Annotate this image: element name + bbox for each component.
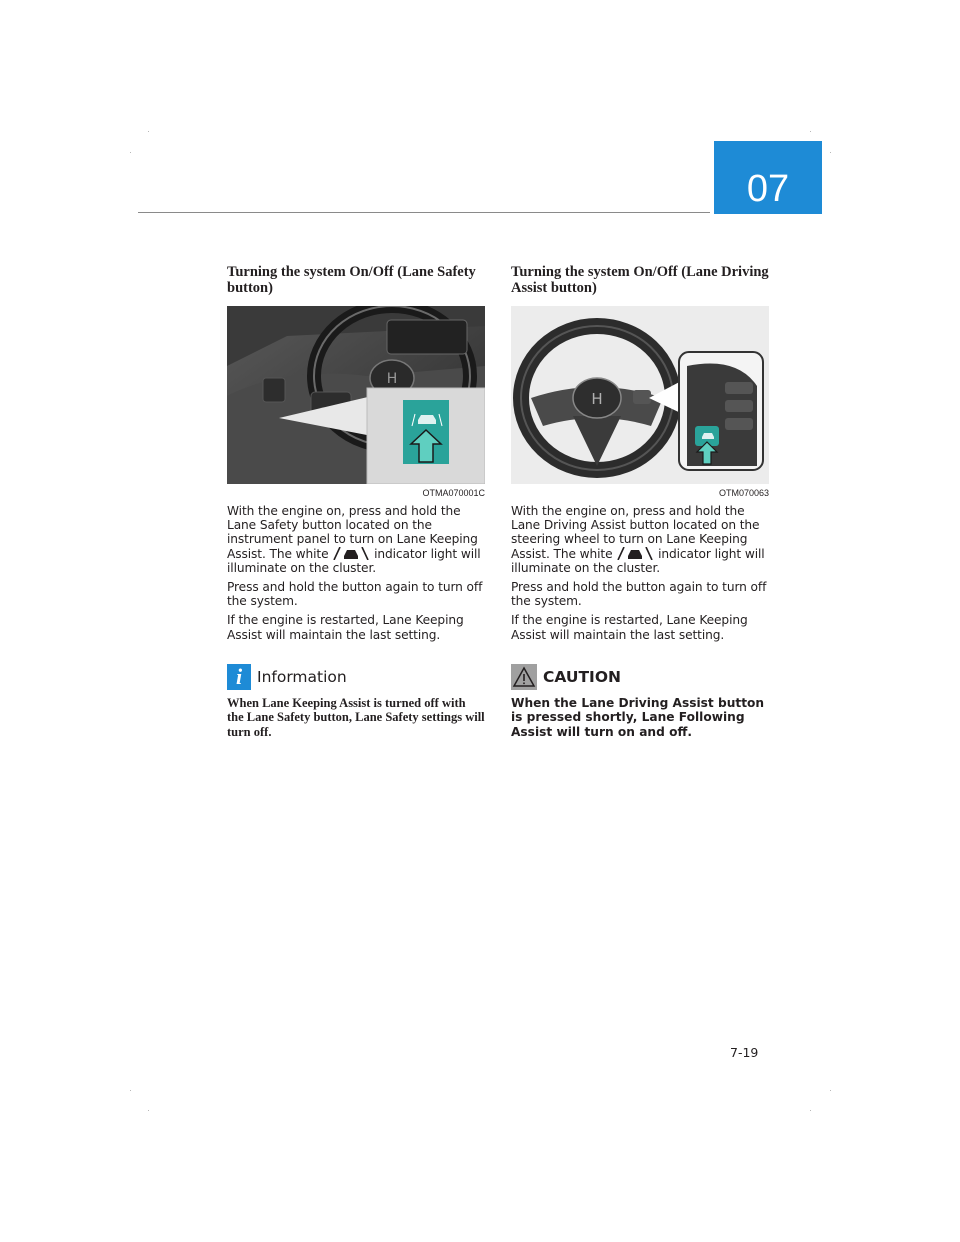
svg-text:H: H — [386, 371, 398, 387]
crop-mark — [810, 1110, 811, 1111]
paragraph: If the engine is restarted, Lane Keeping Assist will maintain the last setting. — [511, 613, 748, 642]
paragraph-text: With the engine on, press and hold the Lane Driving Assist button located on the steering wheel to turn on Lane Keeping Assist. The white — [511, 504, 760, 561]
caution-body: When the Lane Driving Assist button is pressed shortly, Lane Following Assist will turn on and off. — [511, 695, 765, 739]
lane-keeping-indicator-icon — [332, 547, 370, 560]
information-notice-title — [227, 664, 485, 690]
crop-mark — [130, 152, 131, 153]
crop-mark — [830, 152, 831, 153]
paragraph: Press and hold the button again to turn off the system. — [511, 580, 767, 609]
crop-mark — [148, 131, 149, 132]
information-body: When Lane Keeping Assist is turned off with the Lane Safety button, Lane Safety settings will turn off. — [227, 695, 485, 739]
paragraph-text: indicator light will illuminate on the cluster. — [227, 546, 481, 575]
crop-mark — [148, 1110, 149, 1111]
lane-safety-button-illustration — [227, 306, 485, 484]
paragraph-text: With the engine on, press and hold the Lane Safety button located on the instrument panel to turn on Lane Keeping Assist. The white — [227, 504, 478, 561]
paragraph: If the engine is restarted, Lane Keeping Assist will maintain the last setting. — [227, 613, 464, 642]
chapter-tab[interactable]: 07 — [714, 141, 822, 214]
paragraph: Press and hold the button again to turn off the system. — [227, 580, 483, 609]
caution-title: CAUTION — [543, 667, 621, 686]
information-title: Information — [257, 667, 347, 686]
crop-mark — [130, 1090, 131, 1091]
body-text — [511, 504, 769, 642]
figure-code: OTM070063 — [718, 488, 769, 498]
lane-keeping-indicator-icon — [616, 547, 654, 560]
section-heading-lane-safety: Turning the system On/Off (Lane Safety button) — [227, 264, 476, 296]
caution-notice-title — [511, 664, 769, 690]
paragraph — [511, 504, 769, 575]
paragraph-text: indicator light will illuminate on the cluster. — [511, 546, 765, 575]
crop-mark — [810, 131, 811, 132]
page-number: 7-19 — [730, 1045, 759, 1060]
right-column — [511, 264, 769, 739]
body-text — [227, 504, 485, 642]
info-icon: i — [227, 664, 251, 690]
figure-code: OTMA070001C — [422, 488, 485, 498]
crop-mark — [830, 1090, 831, 1091]
header-rule — [138, 212, 710, 213]
caution-icon — [511, 664, 537, 690]
left-column — [227, 264, 485, 739]
lane-driving-assist-button-illustration — [511, 306, 769, 484]
section-heading-lane-driving-assist: Turning the system On/Off (Lane Driving Assist button) — [511, 264, 769, 296]
paragraph — [227, 504, 485, 575]
svg-text:H: H — [591, 390, 603, 408]
